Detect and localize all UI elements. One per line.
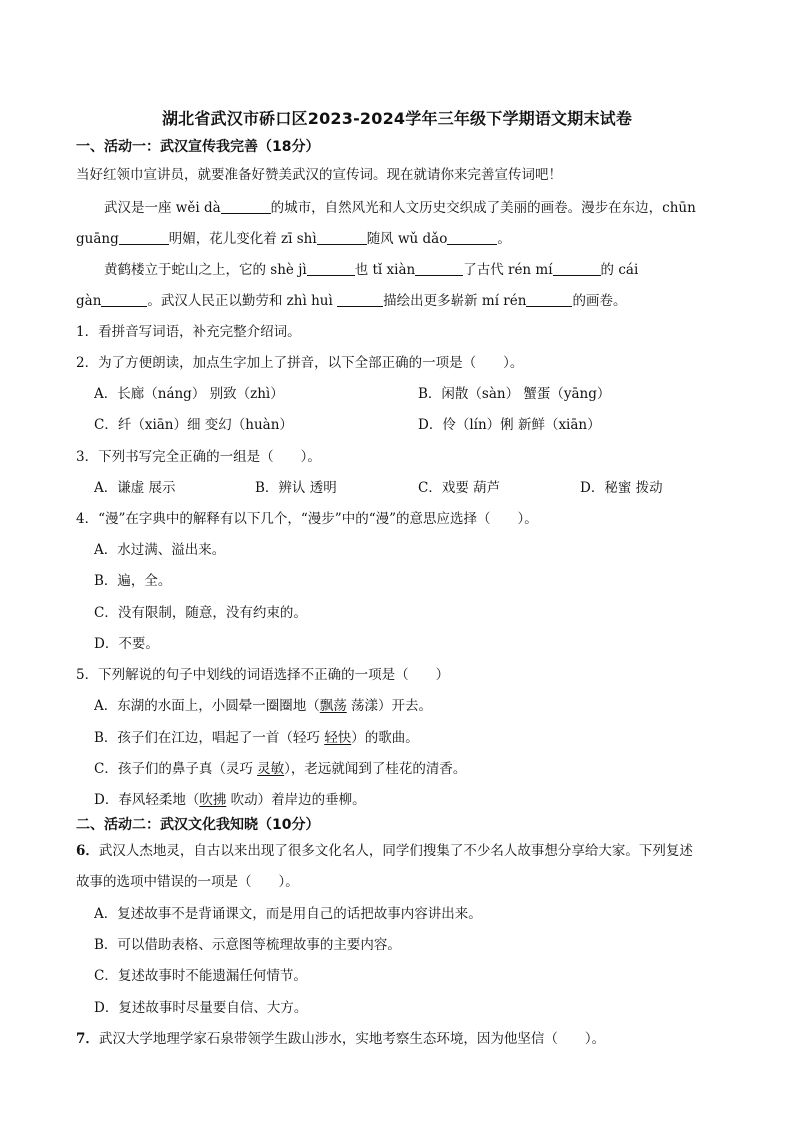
question-3-stem: 3．下列书写完全正确的一组是（ ）。 (76, 449, 321, 465)
q5-option-d[interactable] (94, 790, 366, 810)
question-2-stem: 2．为了方便朗读，加点生字加上了拼音，以下全部正确的一项是（ ）。 (76, 355, 524, 371)
passage-text: 了古代 rén mí (463, 262, 553, 278)
passage1-line1 (104, 198, 696, 218)
passage2-line2 (76, 291, 626, 311)
question-7-stem (76, 1029, 605, 1049)
q6-option-c[interactable]: C．复述故事时不能遗漏任何情节。 (94, 968, 307, 984)
q2-option-a[interactable]: A．长廊（náng） 别致（zhì） (94, 386, 284, 402)
underlined-word: 飘荡 (319, 698, 347, 714)
q2-option-c[interactable]: C．纤（xiān）细 变幻（huàn） (94, 417, 293, 433)
option-text: D．春风轻柔地（ (94, 792, 200, 808)
passage-text: 的画卷。 (572, 293, 627, 309)
question-text: 武汉大学地理学家石泉带领学生跋山涉水，实地考察生态环境，因为他坚信（ ）。 (98, 1031, 606, 1047)
option-text: 吹动）着岸边的垂柳。 (226, 792, 366, 808)
answer-blank[interactable] (553, 261, 601, 276)
q4-option-a[interactable]: A．水过满、溢出来。 (94, 542, 226, 558)
passage-text: gàn (76, 293, 102, 309)
question-number: 7． (76, 1031, 99, 1047)
passage-text: 描绘出更多崭新 mí rén (383, 293, 527, 309)
question-6-stem-line2: 故事的选项中错误的一项是（ ）。 (76, 874, 299, 890)
q4-option-d[interactable]: D．不要。 (94, 636, 159, 652)
option-text: ），老远就闻到了桂花的清香。 (284, 761, 467, 777)
passage-text: 。 (497, 231, 511, 247)
answer-blank[interactable] (526, 292, 572, 307)
question-6-stem-line1 (76, 841, 693, 861)
q3-option-b[interactable]: B．辨认 透明 (255, 480, 337, 496)
answer-blank[interactable] (337, 292, 383, 307)
option-text: 荡漾）开去。 (346, 698, 433, 714)
q3-option-a[interactable]: A．谦虚 展示 (94, 480, 176, 496)
passage-text: 随风 wǔ dǎo (366, 231, 448, 247)
question-4-stem: 4．“漫”在字典中的解释有以下几个，“漫步”中的“漫”的意思应选择（ ）。 (76, 511, 538, 527)
section1-intro: 当好红领巾宣讲员，就要准备好赞美武汉的宣传词。现在就请你来完善宣传词吧！ (76, 167, 562, 183)
answer-blank[interactable] (447, 230, 497, 245)
option-text: B．孩子们在江边，唱起了一首（轻巧 (94, 730, 325, 746)
passage-text: 武汉是一座 wěi dà (104, 200, 221, 216)
answer-blank[interactable] (101, 292, 147, 307)
answer-blank[interactable] (119, 230, 169, 245)
answer-blank[interactable] (415, 261, 463, 276)
question-1: 1．看拼音写词语，补充完整介绍词。 (76, 324, 301, 340)
passage-text: guāng (76, 231, 119, 247)
section1-heading: 一、活动一：武汉宣传我完善（18分） (76, 139, 320, 155)
answer-blank[interactable] (221, 199, 271, 214)
passage1-line2 (76, 229, 511, 249)
underlined-word: 吹拂 (199, 792, 227, 808)
q3-option-d[interactable]: D．秘蜜 拨动 (580, 480, 663, 496)
q6-option-d[interactable]: D．复述故事时尽量要自信、大方。 (94, 1000, 308, 1016)
option-text: C．孩子们的鼻子真（灵巧 (94, 761, 258, 777)
q5-option-c[interactable] (94, 759, 466, 779)
passage-text: 的城市，自然风光和人文历史交织成了美丽的画卷。漫步在东边，chūn (270, 200, 696, 216)
q4-option-c[interactable]: C．没有限制，随意，没有约束的。 (94, 605, 307, 621)
passage-text: 明媚，花儿变化着 zī shì (168, 231, 317, 247)
question-5-stem: 5．下列解说的句子中划线的词语选择不正确的一项是（ ） (76, 667, 450, 683)
page-title: 湖北省武汉市硚口区2023-2024学年三年级下学期语文期末试卷 (161, 109, 633, 128)
q2-option-d[interactable]: D．伶（lín）俐 新鲜（xiān） (418, 417, 601, 433)
q4-option-b[interactable]: B．遍，全。 (94, 573, 172, 589)
passage-text: 黄鹤楼立于蛇山之上，它的 shè jì (104, 262, 307, 278)
question-text: 武汉人杰地灵，自古以来出现了很多文化名人，同学们搜集了不少名人故事想分享给大家。下列复述 (98, 843, 693, 859)
question-number: 6． (76, 843, 99, 859)
q5-option-b[interactable] (94, 728, 419, 748)
underlined-word: 轻快 (324, 730, 352, 746)
q3-option-c[interactable]: C．戏要 葫芦 (418, 480, 501, 496)
q6-option-b[interactable]: B．可以借助表格、示意图等梳理故事的主要内容。 (94, 937, 401, 953)
q5-option-a[interactable] (94, 696, 432, 716)
passage-text: 也 tǐ xiàn (354, 262, 416, 278)
passage-text: 的 cái (600, 262, 639, 278)
section2-heading: 二、活动二：武汉文化我知晓（10分） (76, 817, 320, 833)
underlined-word: 灵敏 (257, 761, 285, 777)
answer-blank[interactable] (317, 230, 367, 245)
option-text: ）的歌曲。 (351, 730, 419, 746)
passage-text: 。武汉人民正以勤劳和 zhì huì (147, 293, 338, 309)
option-text: A．东湖的水面上，小圆晕一圈圈地（ (94, 698, 320, 714)
answer-blank[interactable] (307, 261, 355, 276)
passage2-line1 (104, 260, 638, 280)
q2-option-b[interactable]: B．闲散（sàn） 蟹蛋（yāng） (418, 386, 611, 402)
q6-option-a[interactable]: A．复述故事不是背诵课文，而是用自己的话把故事内容讲出来。 (94, 906, 482, 922)
